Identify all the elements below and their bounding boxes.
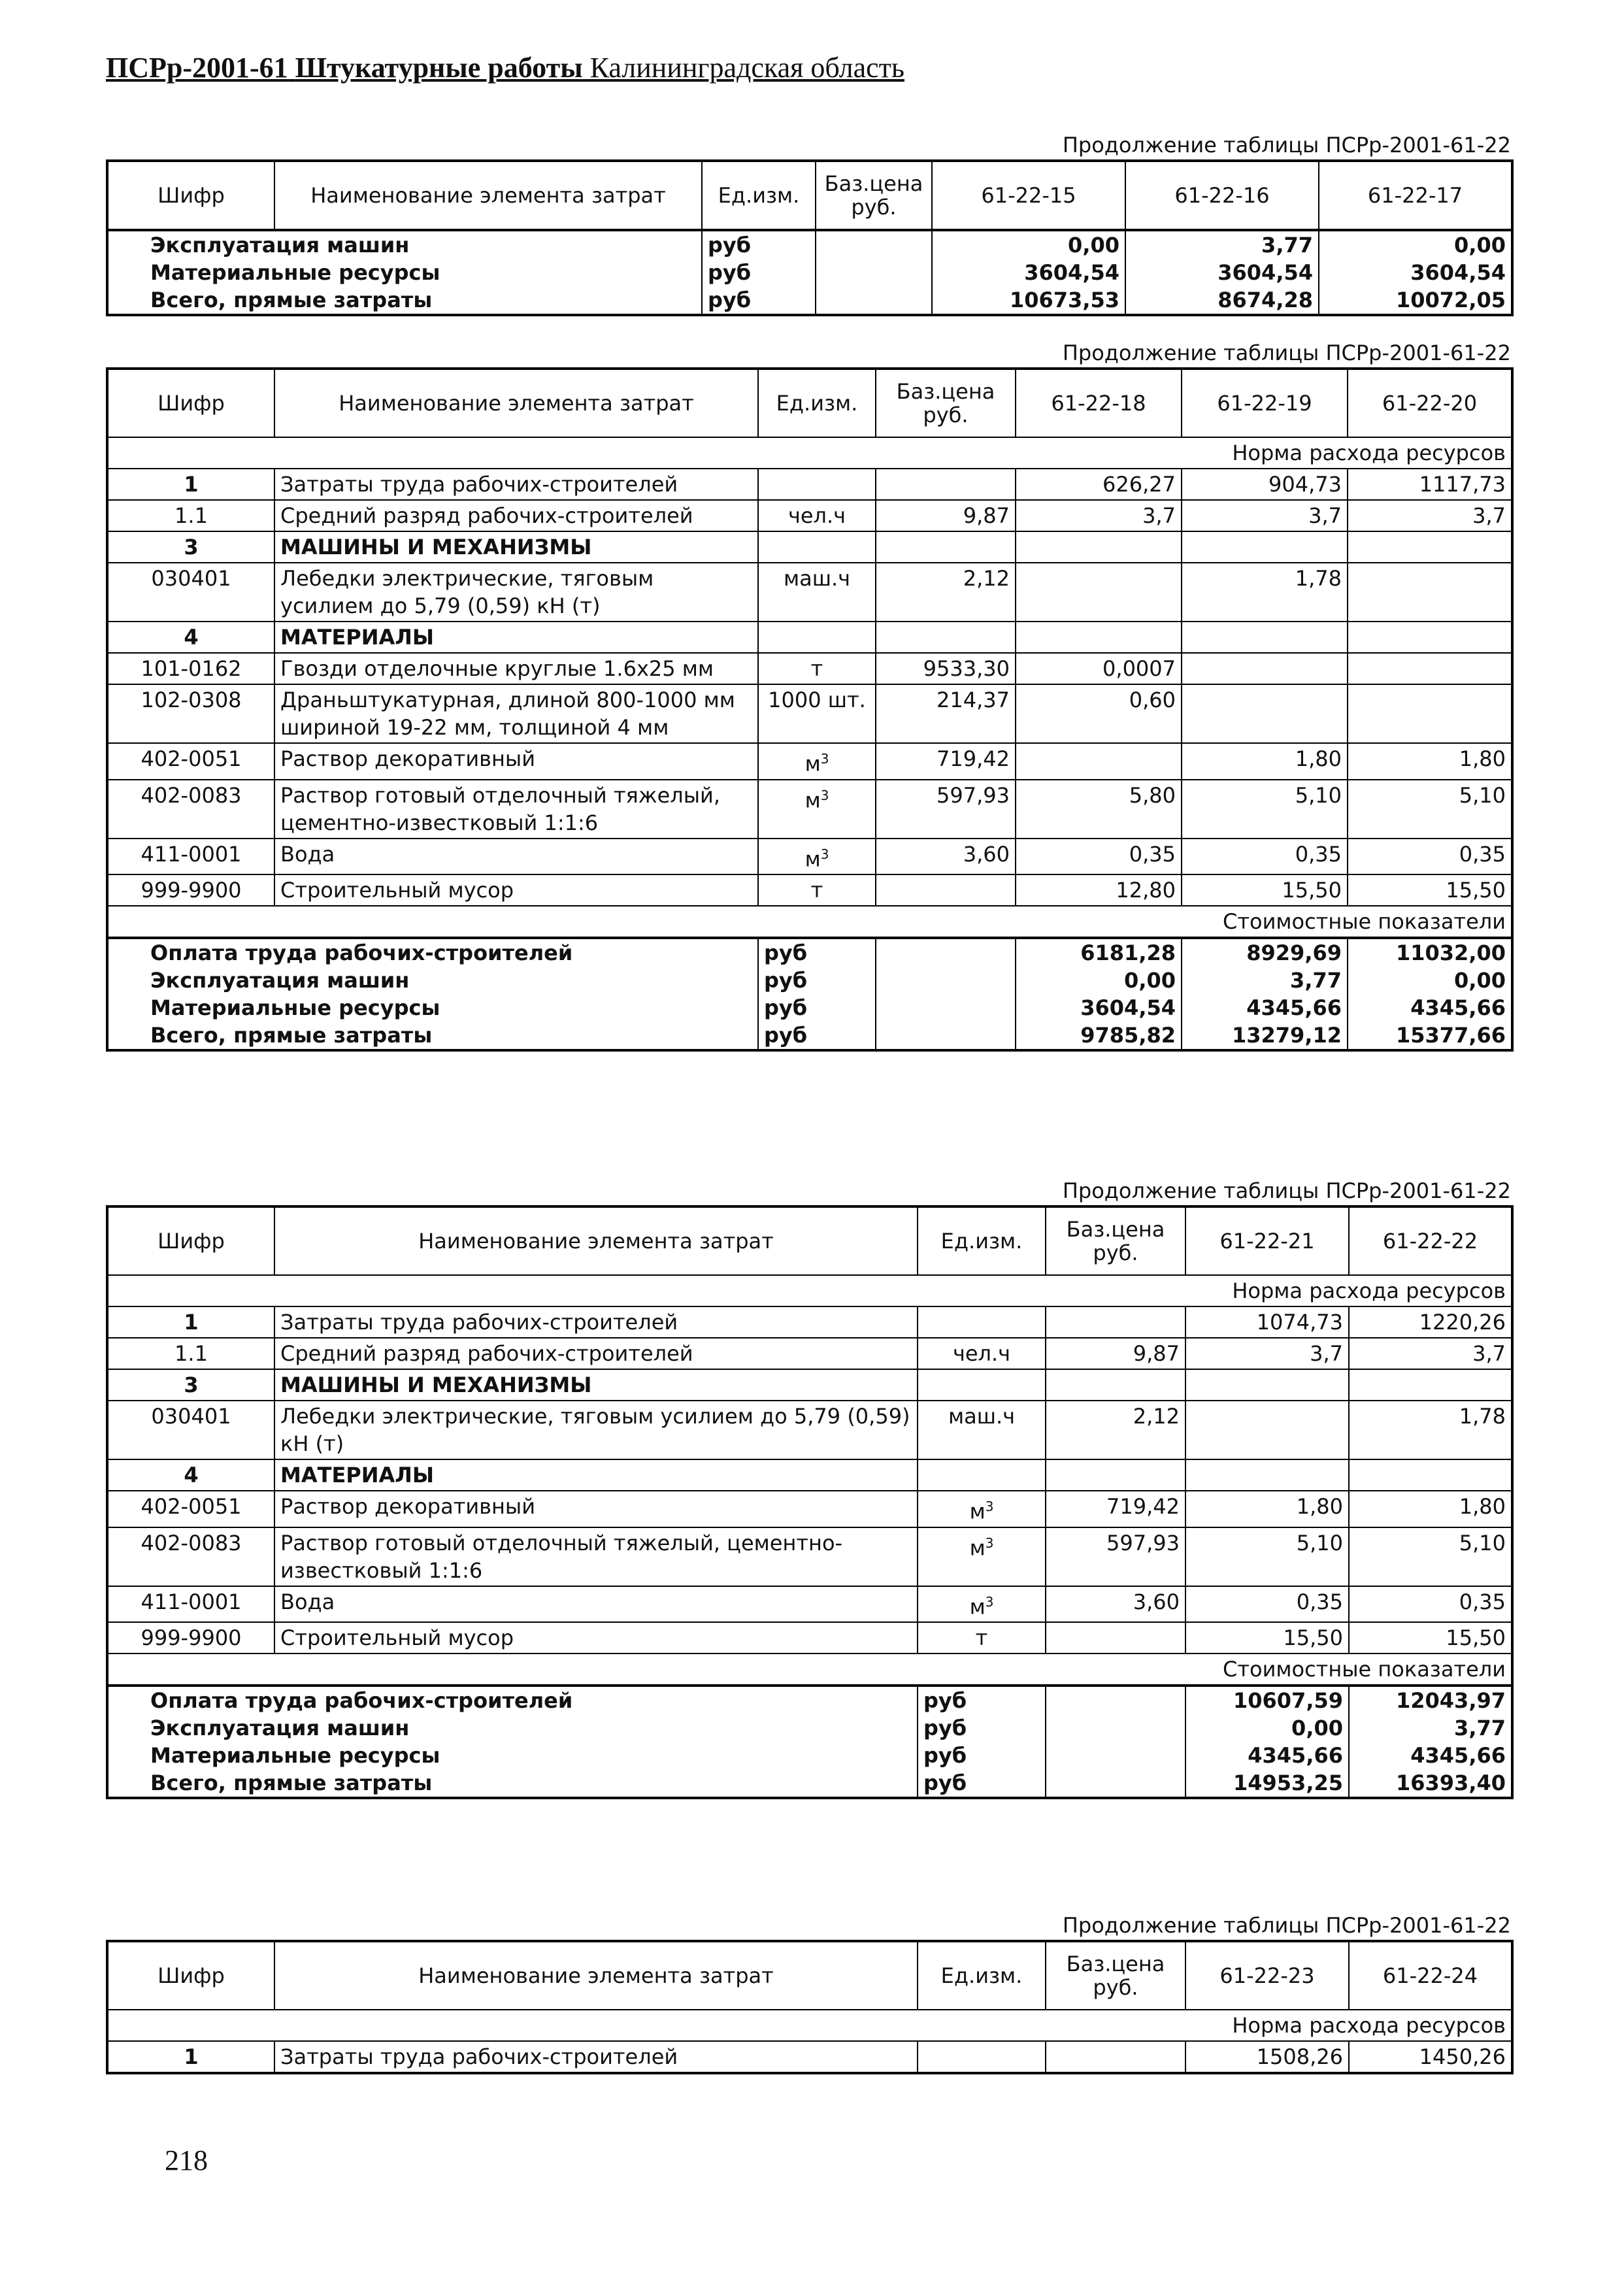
row-value: 0,35 (1182, 839, 1348, 875)
summary-value: 3604,54 (1016, 994, 1182, 1022)
summary-value: 16393,40 (1349, 1769, 1512, 1798)
summary-unit: руб (702, 230, 816, 259)
norm-label-row (107, 2010, 1512, 2041)
col-header: 61-22-22 (1349, 1206, 1512, 1275)
row-name: Затраты труда рабочих-строителей (274, 2041, 918, 2073)
row-value (1348, 622, 1512, 653)
table-row (107, 1622, 1512, 1654)
row-unit: $м^3$ (758, 743, 876, 780)
table-row (107, 684, 1512, 743)
table-row (107, 1527, 1512, 1586)
row-name: Вода (274, 839, 758, 875)
row-code: 030401 (107, 1401, 274, 1459)
row-unit (918, 2041, 1046, 2073)
table-block-3 (106, 1176, 1511, 1799)
row-unit (918, 1306, 1046, 1338)
summary-value: 0,00 (1348, 967, 1512, 994)
summary-unit: руб (702, 259, 816, 286)
cost-table-3 (106, 1205, 1514, 1799)
row-unit: $м^3$ (918, 1586, 1046, 1623)
row-value: 1074,73 (1185, 1306, 1349, 1338)
col-name-header: Наименование элемента затрат (274, 1941, 918, 2010)
row-value (1182, 653, 1348, 684)
table-row (107, 1586, 1512, 1623)
summary-name: Всего, прямые затраты (107, 1022, 758, 1050)
table-row (107, 653, 1512, 684)
summary-value: 15377,66 (1348, 1022, 1512, 1050)
row-name: Раствор декоративный (274, 1491, 918, 1527)
summary-value: 3,77 (1125, 230, 1319, 259)
row-value: 1,80 (1182, 743, 1348, 780)
row-value: 15,50 (1182, 874, 1348, 906)
row-value (1182, 531, 1348, 563)
table-row (107, 563, 1512, 622)
row-value: 0,35 (1016, 839, 1182, 875)
row-price (1046, 2041, 1185, 2073)
summary-name: Эксплуатация машин (107, 230, 702, 259)
summary-blank (816, 230, 932, 259)
row-value (1182, 622, 1348, 653)
table-row (107, 2041, 1512, 2073)
doc-region: Калининградская область (589, 52, 904, 84)
col-header: 61-22-20 (1348, 369, 1512, 437)
row-unit: $м^3$ (758, 839, 876, 875)
row-value: 3,7 (1182, 500, 1348, 531)
row-value: 0,60 (1016, 684, 1182, 743)
norm-label: Норма расхода ресурсов (1185, 2010, 1512, 2041)
col-price-header: Баз.цена руб. (1046, 1206, 1185, 1275)
row-value (1182, 684, 1348, 743)
summary-value: 3,77 (1349, 1714, 1512, 1742)
col-header: 61-22-17 (1319, 161, 1512, 230)
row-price: 719,42 (876, 743, 1016, 780)
row-unit (758, 531, 876, 563)
row-price: 9,87 (1046, 1338, 1185, 1369)
col-price-header: Баз.цена руб. (876, 369, 1016, 437)
table-row (107, 839, 1512, 875)
row-price: 9533,30 (876, 653, 1016, 684)
table-header-row (107, 1941, 1512, 2010)
summary-blank (876, 1022, 1016, 1050)
row-price (1046, 1369, 1185, 1401)
summary-row (107, 1686, 1512, 1714)
row-unit (918, 1459, 1046, 1491)
col-code-header: Шифр (107, 369, 274, 437)
col-header: 61-22-16 (1125, 161, 1319, 230)
table-block-4 (106, 1911, 1511, 2074)
continuation-label: Продолжение таблицы ПСРр-2001-61-22 (1062, 1913, 1511, 1938)
table-row (107, 1338, 1512, 1369)
row-code: 402-0051 (107, 1491, 274, 1527)
row-value: 0,35 (1349, 1586, 1512, 1623)
row-name: МАШИНЫ И МЕХАНИЗМЫ (274, 1369, 918, 1401)
row-value (1348, 653, 1512, 684)
row-value (1185, 1369, 1349, 1401)
row-code: 3 (107, 531, 274, 563)
row-name: Гвозди отделочные круглые 1.6x25 мм (274, 653, 758, 684)
summary-value: 10607,59 (1185, 1686, 1349, 1714)
row-value: 0,35 (1185, 1586, 1349, 1623)
row-code: 102-0308 (107, 684, 274, 743)
norm-label: Норма расхода ресурсов (1016, 437, 1512, 469)
summary-row (107, 1769, 1512, 1798)
table-row (107, 1491, 1512, 1527)
row-value (1185, 1459, 1349, 1491)
summary-value: 8929,69 (1182, 938, 1348, 967)
table-row (107, 1401, 1512, 1459)
table-row (107, 531, 1512, 563)
row-value: 5,10 (1185, 1527, 1349, 1586)
row-code: 402-0051 (107, 743, 274, 780)
summary-unit: руб (918, 1686, 1046, 1714)
cost-table-1 (106, 159, 1514, 316)
norm-label-row (107, 437, 1512, 469)
summary-value: 8674,28 (1125, 286, 1319, 315)
row-name: Лебедки электрические, тяговым усилием до 5,79 (0,59) кН (т) (274, 563, 758, 622)
row-price (876, 469, 1016, 500)
summary-blank (1046, 1742, 1185, 1769)
table-header-row (107, 161, 1512, 230)
summary-blank (876, 994, 1016, 1022)
summary-value: 4345,66 (1185, 1742, 1349, 1769)
summary-name: Эксплуатация машин (107, 967, 758, 994)
summary-row (107, 1022, 1512, 1050)
row-value (1016, 531, 1182, 563)
col-code-header: Шифр (107, 1206, 274, 1275)
row-price: 597,93 (876, 780, 1016, 839)
cost-label: Стоимостные показатели (1016, 906, 1512, 938)
summary-value: 3,77 (1182, 967, 1348, 994)
summary-unit: руб (758, 938, 876, 967)
summary-name: Эксплуатация машин (107, 1714, 918, 1742)
cost-table-4 (106, 1940, 1514, 2074)
row-value: 904,73 (1182, 469, 1348, 500)
row-value: 1450,26 (1349, 2041, 1512, 2073)
col-price-header: Баз.цена руб. (1046, 1941, 1185, 2010)
row-code: 1.1 (107, 1338, 274, 1369)
col-unit-header: Ед.изм. (918, 1206, 1046, 1275)
summary-value: 3604,54 (1125, 259, 1319, 286)
summary-value: 3604,54 (1319, 259, 1512, 286)
doc-title: Штукатурные работы (295, 52, 583, 84)
row-price: 3,60 (876, 839, 1016, 875)
summary-blank (816, 259, 932, 286)
summary-name: Материальные ресурсы (107, 994, 758, 1022)
row-value: 3,7 (1016, 500, 1182, 531)
row-name: МАТЕРИАЛЫ (274, 622, 758, 653)
row-value (1348, 563, 1512, 622)
summary-value: 12043,97 (1349, 1686, 1512, 1714)
row-unit: т (758, 653, 876, 684)
col-name-header: Наименование элемента затрат (274, 161, 702, 230)
row-name: Раствор готовый отделочный тяжелый, цементно-известковый 1:1:6 (274, 780, 758, 839)
summary-unit: руб (918, 1714, 1046, 1742)
row-price (876, 622, 1016, 653)
summary-unit: руб (758, 967, 876, 994)
row-unit: чел.ч (918, 1338, 1046, 1369)
col-header: 61-22-19 (1182, 369, 1348, 437)
row-value: 5,80 (1016, 780, 1182, 839)
table-row (107, 500, 1512, 531)
summary-unit: руб (918, 1742, 1046, 1769)
col-header: 61-22-21 (1185, 1206, 1349, 1275)
summary-value: 14953,25 (1185, 1769, 1349, 1798)
row-code: 411-0001 (107, 839, 274, 875)
cost-label-row (107, 1654, 1512, 1686)
col-header: 61-22-23 (1185, 1941, 1349, 2010)
table-header-row (107, 369, 1512, 437)
row-unit: маш.ч (918, 1401, 1046, 1459)
row-name: Строительный мусор (274, 874, 758, 906)
row-price (876, 531, 1016, 563)
row-value: 5,10 (1182, 780, 1348, 839)
cost-label-row (107, 906, 1512, 938)
row-value: 1,80 (1185, 1491, 1349, 1527)
row-value: 1,78 (1182, 563, 1348, 622)
row-value (1016, 622, 1182, 653)
col-header: 61-22-24 (1349, 1941, 1512, 2010)
col-header: 61-22-18 (1016, 369, 1182, 437)
row-code: 1.1 (107, 500, 274, 531)
row-value: 3,7 (1185, 1338, 1349, 1369)
page-number: 218 (165, 2144, 208, 2176)
row-price: 597,93 (1046, 1527, 1185, 1586)
row-price (876, 874, 1016, 906)
row-name: Средний разряд рабочих-строителей (274, 500, 758, 531)
summary-value: 10072,05 (1319, 286, 1512, 315)
summary-value: 4345,66 (1182, 994, 1348, 1022)
summary-value: 0,00 (1319, 230, 1512, 259)
row-value (1349, 1369, 1512, 1401)
row-unit: маш.ч (758, 563, 876, 622)
table-row (107, 1369, 1512, 1401)
col-code-header: Шифр (107, 1941, 274, 2010)
row-value (1348, 684, 1512, 743)
summary-unit: руб (702, 286, 816, 315)
row-code: 4 (107, 1459, 274, 1491)
row-code: 999-9900 (107, 1622, 274, 1654)
summary-row (107, 230, 1512, 259)
row-value: 15,50 (1349, 1622, 1512, 1654)
summary-name: Оплата труда рабочих-строителей (107, 1686, 918, 1714)
summary-row (107, 967, 1512, 994)
summary-name: Всего, прямые затраты (107, 286, 702, 315)
row-value: 1,78 (1349, 1401, 1512, 1459)
summary-value: 3604,54 (932, 259, 1125, 286)
doc-code: ПСРр-2001-61 (106, 52, 288, 84)
row-name: Вода (274, 1586, 918, 1623)
summary-blank (1046, 1714, 1185, 1742)
row-value (1185, 1401, 1349, 1459)
row-code: 4 (107, 622, 274, 653)
summary-value: 4345,66 (1348, 994, 1512, 1022)
row-name: Лебедки электрические, тяговым усилием до 5,79 (0,59) кН (т) (274, 1401, 918, 1459)
row-code: 999-9900 (107, 874, 274, 906)
col-price-header: Баз.цена руб. (816, 161, 932, 230)
row-value: 1117,73 (1348, 469, 1512, 500)
summary-name: Всего, прямые затраты (107, 1769, 918, 1798)
table-row (107, 780, 1512, 839)
row-value: 3,7 (1349, 1338, 1512, 1369)
summary-value: 6181,28 (1016, 938, 1182, 967)
row-price (1046, 1306, 1185, 1338)
row-name: Раствор готовый отделочный тяжелый, цементно-известковый 1:1:6 (274, 1527, 918, 1586)
row-name: МАШИНЫ И МЕХАНИЗМЫ (274, 531, 758, 563)
table-row (107, 1459, 1512, 1491)
summary-unit: руб (758, 1022, 876, 1050)
row-value: 0,0007 (1016, 653, 1182, 684)
summary-unit: руб (758, 994, 876, 1022)
row-unit: т (918, 1622, 1046, 1654)
row-value: 5,10 (1348, 780, 1512, 839)
row-value: 0,35 (1348, 839, 1512, 875)
row-code: 3 (107, 1369, 274, 1401)
summary-row (107, 286, 1512, 315)
summary-blank (816, 286, 932, 315)
row-code: 411-0001 (107, 1586, 274, 1623)
summary-value: 4345,66 (1349, 1742, 1512, 1769)
summary-name: Материальные ресурсы (107, 259, 702, 286)
table-row (107, 469, 1512, 500)
summary-name: Оплата труда рабочих-строителей (107, 938, 758, 967)
row-unit: т (758, 874, 876, 906)
col-unit-header: Ед.изм. (758, 369, 876, 437)
row-unit: $м^3$ (918, 1527, 1046, 1586)
row-code: 1 (107, 2041, 274, 2073)
row-value: 1,80 (1348, 743, 1512, 780)
summary-row (107, 994, 1512, 1022)
col-unit-header: Ед.изм. (702, 161, 816, 230)
cost-label: Стоимостные показатели (1185, 1654, 1512, 1686)
row-value: 5,10 (1349, 1527, 1512, 1586)
summary-row (107, 259, 1512, 286)
row-code: 402-0083 (107, 780, 274, 839)
row-value (1016, 563, 1182, 622)
row-unit: $м^3$ (918, 1491, 1046, 1527)
page-header (106, 51, 904, 84)
continuation-label: Продолжение таблицы ПСРр-2001-61-22 (1062, 1178, 1511, 1203)
summary-row (107, 1714, 1512, 1742)
continuation-label: Продолжение таблицы ПСРр-2001-61-22 (1062, 341, 1511, 365)
row-name: Затраты труда рабочих-строителей (274, 1306, 918, 1338)
summary-row (107, 938, 1512, 967)
row-code: 1 (107, 469, 274, 500)
row-code: 101-0162 (107, 653, 274, 684)
summary-value: 10673,53 (932, 286, 1125, 315)
row-value: 626,27 (1016, 469, 1182, 500)
table-row (107, 874, 1512, 906)
summary-value: 13279,12 (1182, 1022, 1348, 1050)
row-price: 2,12 (876, 563, 1016, 622)
summary-unit: руб (918, 1769, 1046, 1798)
summary-value: 0,00 (1185, 1714, 1349, 1742)
row-name: Средний разряд рабочих-строителей (274, 1338, 918, 1369)
table-row (107, 743, 1512, 780)
row-price: 214,37 (876, 684, 1016, 743)
row-name: Затраты труда рабочих-строителей (274, 469, 758, 500)
summary-value: 0,00 (932, 230, 1125, 259)
row-code: 1 (107, 1306, 274, 1338)
row-code: 030401 (107, 563, 274, 622)
row-price: 2,12 (1046, 1401, 1185, 1459)
summary-row (107, 1742, 1512, 1769)
row-value: 15,50 (1185, 1622, 1349, 1654)
row-price (1046, 1459, 1185, 1491)
row-price: 3,60 (1046, 1586, 1185, 1623)
table-block-2 (106, 339, 1511, 1052)
row-name: Драньштукатурная, длиной 800-1000 мм шириной 19-22 мм, толщиной 4 мм (274, 684, 758, 743)
row-unit: $м^3$ (758, 780, 876, 839)
summary-value: 9785,82 (1016, 1022, 1182, 1050)
row-price (1046, 1622, 1185, 1654)
col-name-header: Наименование элемента затрат (274, 369, 758, 437)
summary-blank (1046, 1686, 1185, 1714)
row-unit (918, 1369, 1046, 1401)
table-row (107, 622, 1512, 653)
summary-value: 0,00 (1016, 967, 1182, 994)
col-name-header: Наименование элемента затрат (274, 1206, 918, 1275)
row-unit (758, 469, 876, 500)
col-header: 61-22-15 (932, 161, 1125, 230)
row-price: 719,42 (1046, 1491, 1185, 1527)
table-block-1 (106, 131, 1511, 316)
row-name: МАТЕРИАЛЫ (274, 1459, 918, 1491)
row-unit: 1000 шт. (758, 684, 876, 743)
row-price: 9,87 (876, 500, 1016, 531)
col-unit-header: Ед.изм. (918, 1941, 1046, 2010)
table-header-row (107, 1206, 1512, 1275)
continuation-label: Продолжение таблицы ПСРр-2001-61-22 (1062, 133, 1511, 158)
row-value (1016, 743, 1182, 780)
summary-value: 11032,00 (1348, 938, 1512, 967)
row-name: Строительный мусор (274, 1622, 918, 1654)
row-value: 12,80 (1016, 874, 1182, 906)
row-value: 15,50 (1348, 874, 1512, 906)
summary-blank (876, 938, 1016, 967)
norm-label-row (107, 1275, 1512, 1306)
row-value: 1,80 (1349, 1491, 1512, 1527)
row-value: 1508,26 (1185, 2041, 1349, 2073)
summary-blank (876, 967, 1016, 994)
summary-name: Материальные ресурсы (107, 1742, 918, 1769)
cost-table-2 (106, 367, 1514, 1052)
row-value (1348, 531, 1512, 563)
row-name: Раствор декоративный (274, 743, 758, 780)
row-value: 1220,26 (1349, 1306, 1512, 1338)
row-value (1349, 1459, 1512, 1491)
table-row (107, 1306, 1512, 1338)
norm-label: Норма расхода ресурсов (1185, 1275, 1512, 1306)
col-code-header: Шифр (107, 161, 274, 230)
row-unit: чел.ч (758, 500, 876, 531)
summary-blank (1046, 1769, 1185, 1798)
row-code: 402-0083 (107, 1527, 274, 1586)
row-unit (758, 622, 876, 653)
row-value: 3,7 (1348, 500, 1512, 531)
